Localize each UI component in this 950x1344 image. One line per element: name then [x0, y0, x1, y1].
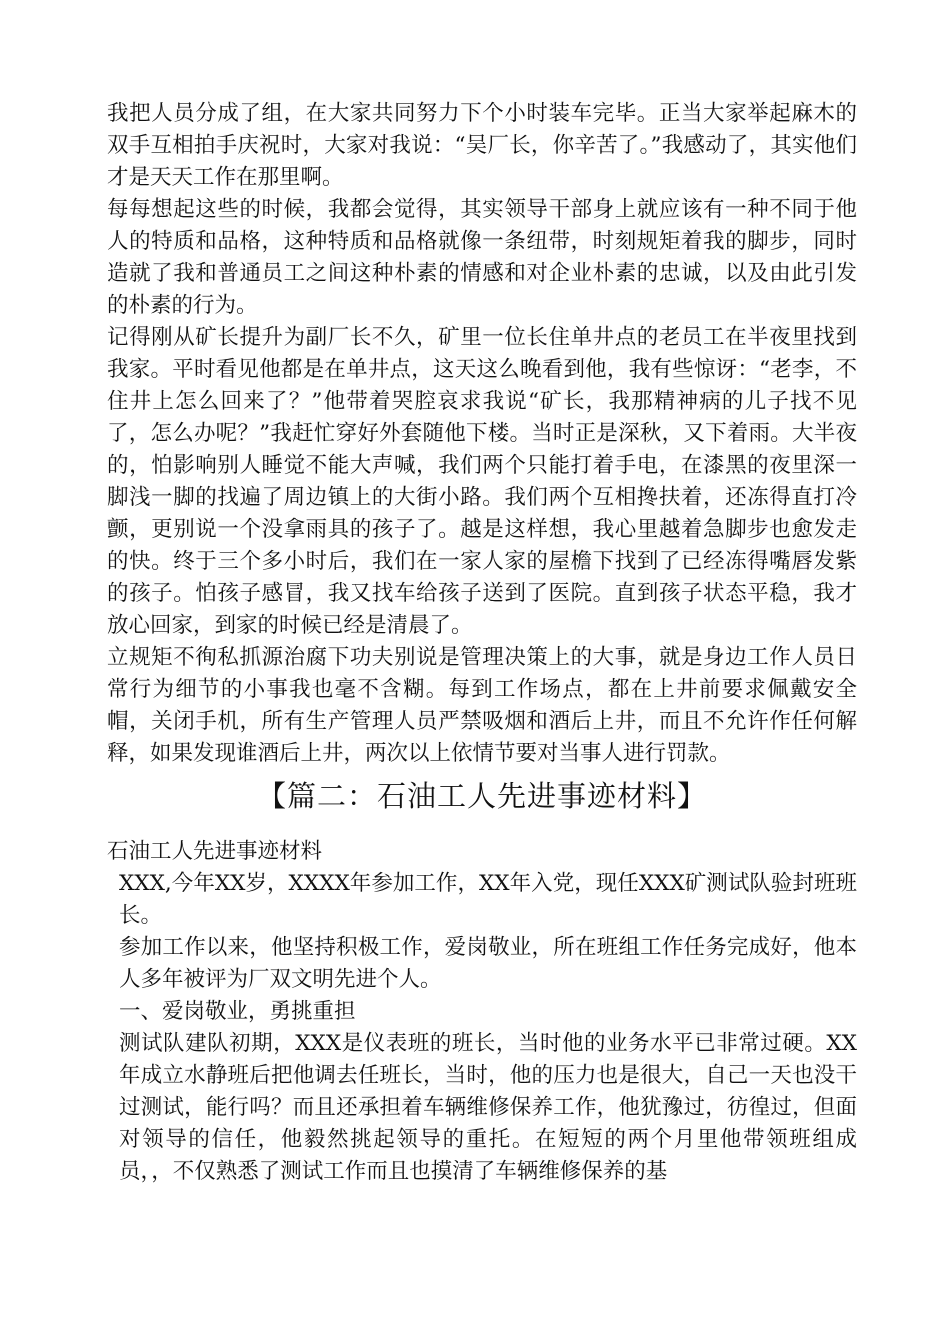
- paragraph-leader-qualities: 每每想起这些的时候，我都会觉得，其实领导干部身上就应该有一种不同于他人的特质和品格，这种特质和品格就像一条纽带，时刻规矩着我的脚步，同时造就了我和普通员工之间这种朴素的情感和对企业朴素的忠诚，以及由此引发的朴素的行为。: [107, 197, 857, 318]
- paragraph-loading-complete: 我把人员分成了组，在大家共同努力下个小时装车完毕。正当大家举起麻木的双手互相拍手庆祝时，大家对我说：“吴厂长，你辛苦了。”我感动了，其实他们才是天天工作在那里啊。: [107, 101, 857, 190]
- paragraph-night-search: 记得刚从矿长提升为副厂长不久，矿里一位长住单井点的老员工在半夜里找到我家。平时看见他都是在单井点，这天这么晚看到他，我有些惊讶：“老李，不住井上怎么回来了？”他带着哭腔哀求我说“矿长，我那精神病的儿子找不见了，怎么办呢？”我赶忙穿好外套随他下楼。当时正是深秋，又下着雨。大半夜的，怕影响别人睡觉不能大声喊，我们两个只能打着手电，在漆黑的夜里深一脚浅一脚的找遍了周边镇上的大街小路。我们两个互相搀扶着，还冻得直打冷颤，更别说一个没拿雨具的孩子了。越是这样想，我心里越着急脚步也愈发走的快。终于三个多小时后，我们在一家人家的屋檐下找到了已经冻得嘴唇发紫的孩子。怕孩子感冒，我又找车给孩子送到了医院。直到孩子状态平稳，我才放心回家，到家的时候已经是清晨了。: [107, 325, 857, 638]
- document-page: [107, 98, 857, 1188]
- section-title: 【篇二：石油工人先进事迹材料】: [256, 779, 707, 813]
- paragraph-heading-dedication: 一、爱岗敬业，勇挑重担: [119, 999, 356, 1024]
- paragraph-team-history: 测试队建队初期，XXX是仪表班的班长，当时他的业务水平已非常过硬。XX年成立水静班后把他调去任班长，当时，他的压力也是很大，自己一天也没干过测试，能行吗？而且还承担着车辆维修保养工作，他犹豫过，彷徨过，但面对领导的信任，他毅然挑起领导的重托。在短短的两个月里他带领班组成员，，不仅熟悉了测试工作而且也摸清了车辆维修保养的基: [119, 1031, 857, 1184]
- paragraph-profile: XXX,今年XX岁，XXXX年参加工作，XX年入党，现任XXX矿测试队验封班班长。: [119, 871, 857, 928]
- paragraph-achievements: 参加工作以来，他坚持积极工作，爱岗敬业，所在班组工作任务完成好，他本人多年被评为厂双文明先进个人。: [119, 935, 857, 992]
- paragraph-subtitle: 石油工人先进事迹材料: [107, 839, 323, 864]
- paragraph-rules: 立规矩不徇私抓源治腐下功夫别说是管理决策上的大事，就是身边工作人员日常行为细节的小事我也毫不含糊。每到工作场点，都在上井前要求佩戴安全帽，关闭手机，所有生产管理人员严禁吸烟和酒后上井，而且不允许作任何解释，如果发现谁酒后上井，两次以上依情节要对当事人进行罚款。: [107, 645, 857, 766]
